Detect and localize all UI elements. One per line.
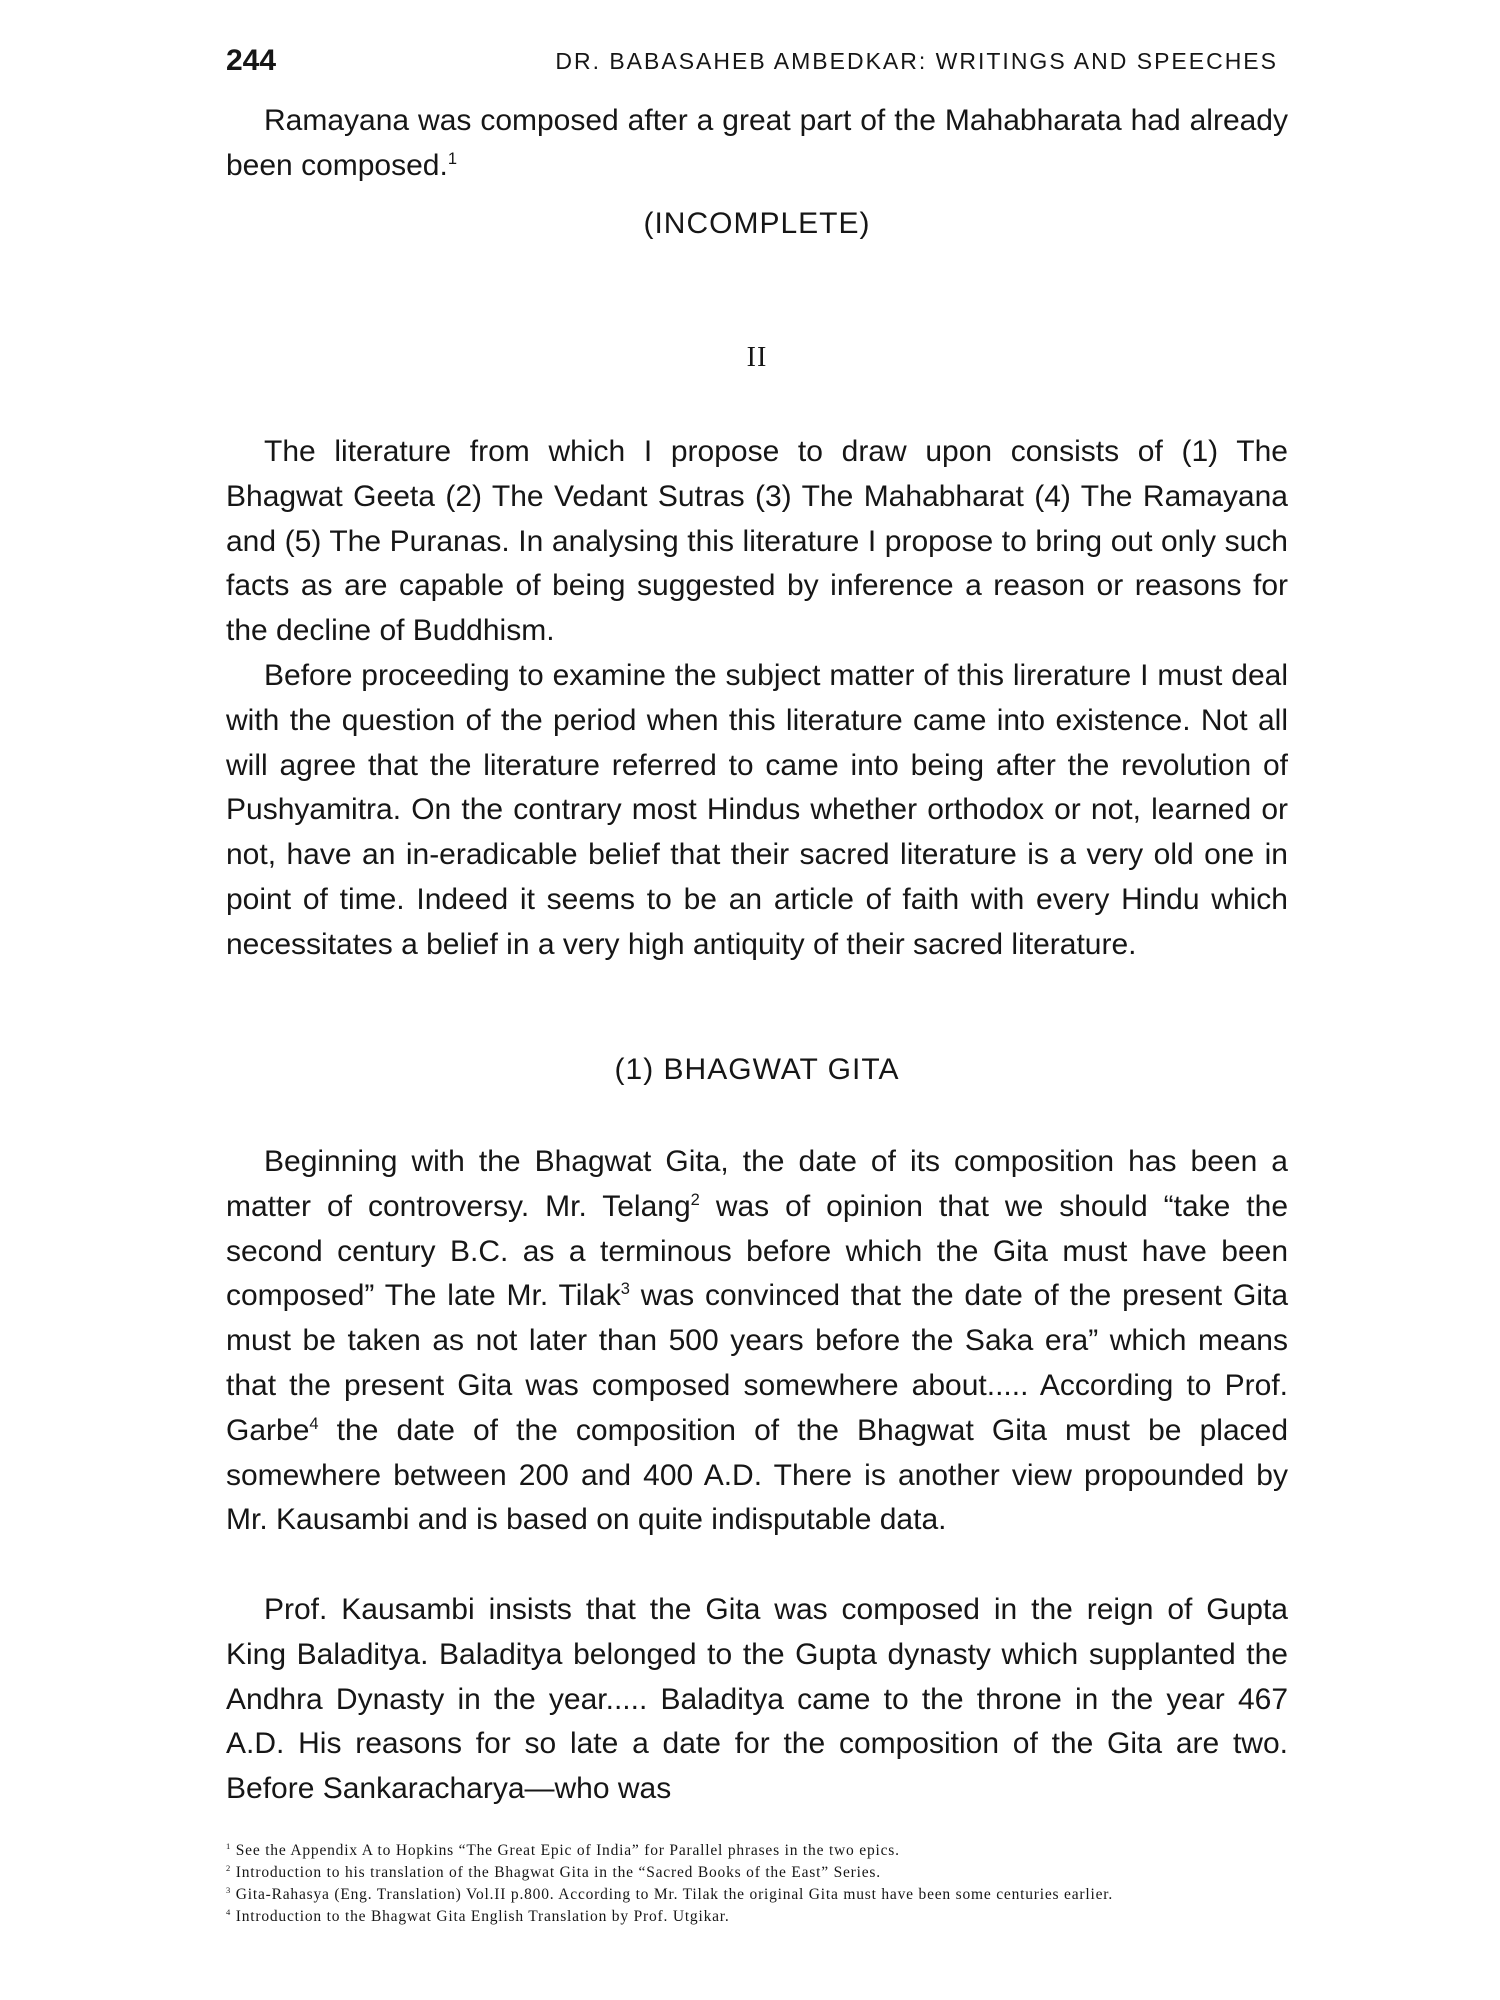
footnote — [226, 1884, 1288, 1906]
section-numeral: II — [746, 342, 768, 373]
page-number: 244 — [226, 44, 277, 77]
footnote-mark: 2 — [690, 1190, 700, 1209]
footnote-text: See the Appendix A to Hopkins “The Great Epic of India” for Parallel phrases in the two epics. — [235, 1842, 900, 1859]
paragraph-text: was convinced that the date of the present Gita must be taken as not later than 500 years before the Saka era” which means that the present Gita was composed somewhere about..... According to Prof. Garbe — [226, 1279, 1289, 1447]
incomplete-label: (INCOMPLETE) — [643, 207, 871, 240]
footnote-mark: 3 — [620, 1280, 630, 1299]
paragraph-text: the date of the composition of the Bhagwat Gita must be placed somewhere between 200 and 400 A.D. There is another view propounded by Mr. Kausambi and is based on quite indisputable data. — [226, 1413, 1288, 1537]
footnote — [226, 1862, 1288, 1884]
footnote-text: Gita-Rahasya (Eng. Translation) Vol.II p.800. According to Mr. Tilak the original Gita must have been some centuries earlier. — [235, 1886, 1114, 1903]
paragraph-literature: The literature from which I propose to draw upon consists of (1) The Bhagwat Geeta (2) The Vedant Sutras (3) The Mahabharat (4) The Ramayana and (5) The Puranas. In analysing this literature I propose to bring out only such facts as are capable of being suggested by inference a reason or reasons for the decline of Buddhism. — [226, 435, 1288, 648]
footnote — [226, 1906, 1288, 1928]
footnote-mark: 4 — [226, 1906, 232, 1917]
footnote — [226, 1840, 1288, 1862]
footnote-mark: 3 — [226, 1884, 232, 1895]
paragraph-text: Beginning with the Bhagwat Gita, the date of its composition has been a matter of controversy. Mr. Telang — [226, 1145, 1288, 1223]
paragraph-period: Before proceeding to examine the subject matter of this lirerature I must deal with the question of the period when this literature came into existence. Not all will agree that the literature referred to came into being after the revolution of Pushyamitra. On the contrary most Hindus whether orthodox or not, learned or not, have an in-eradicable belief that their sacred literature is a very old one in point of time. Indeed it seems to be an article of faith with every Hindu which necessitates a belief in a very high antiquity of their sacred literature. — [226, 659, 1288, 961]
footnote-mark: 1 — [447, 149, 458, 168]
footnote-text: Introduction to his translation of the Bhagwat Gita in the “Sacred Books of the East” Series. — [235, 1864, 881, 1881]
paragraph-kausambi: Prof. Kausambi insists that the Gita was composed in the reign of Gupta King Baladitya. Baladitya belonged to the Gupta dynasty which supplanted the Andhra Dynasty in the year..... Baladitya came to the throne in the year 467 A.D. His reasons for so late a date for the composition of the Gita are two. Before Sankaracharya—who was — [226, 1593, 1288, 1806]
paragraph-ramayana — [226, 99, 1288, 189]
paragraph-text: Ramayana was composed after a great part of the Mahabharata had already been composed. — [226, 104, 1288, 182]
footnote-mark: 4 — [309, 1414, 319, 1433]
footnote-mark: 2 — [226, 1862, 232, 1873]
footnotes — [226, 1840, 1288, 1928]
section-heading: (1) BHAGWAT GITA — [614, 1053, 900, 1086]
page-header — [226, 44, 1278, 84]
running-head: DR. BABASAHEB AMBEDKAR: WRITINGS AND SPEECHES — [555, 48, 1278, 74]
footnote-text: Introduction to the Bhagwat Gita English Translation by Prof. Utgikar. — [235, 1908, 730, 1925]
footnote-mark: 1 — [226, 1840, 232, 1851]
paragraph-gita-date — [226, 1140, 1288, 1543]
paragraph-text: was of opinion that we should “take the second century B.C. as a terminous before which the Gita must have been composed” The late Mr. Tilak — [226, 1189, 1289, 1313]
